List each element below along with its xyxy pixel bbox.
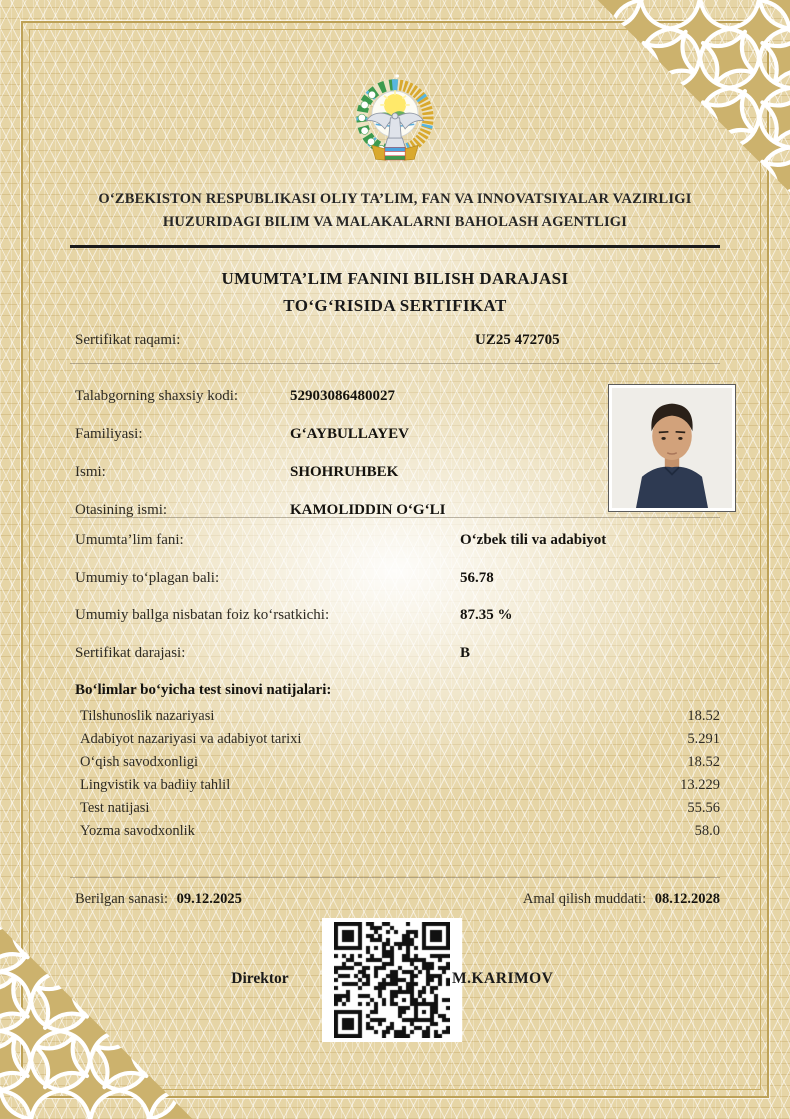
ministry-header <box>60 188 730 234</box>
result-value: 55.56 <box>687 800 720 816</box>
result-label: Adabiyot nazariyasi va adabiyot tarixi <box>80 731 302 747</box>
person-value: SHOHRUHBEK <box>290 464 399 480</box>
exam-label: Umumta’lim fani: <box>75 532 184 548</box>
exam-value: 56.78 <box>460 570 494 586</box>
exam-row <box>75 532 720 554</box>
director-label: Direktor <box>231 970 289 987</box>
exam-label: Umumiy to‘plagan bali: <box>75 570 220 586</box>
applicant-portrait-icon <box>612 388 732 508</box>
person-label: Familiyasi: <box>75 426 143 442</box>
result-value: 5.291 <box>687 731 720 747</box>
certificate-number-value: UZ25 472705 <box>475 332 560 348</box>
result-label: Tilshunoslik nazariyasi <box>80 708 215 724</box>
person-label: Ismi: <box>75 464 106 480</box>
certificate-title-line2: TO‘G‘RISIDA SERTIFIKAT <box>283 296 507 315</box>
qr-code <box>322 918 462 1042</box>
section-divider <box>70 363 720 364</box>
result-row <box>80 777 720 797</box>
result-value: 13.229 <box>680 777 720 793</box>
issued-date-label: Berilgan sanasi: <box>75 891 169 907</box>
certificate-number-label: Sertifikat raqami: <box>75 332 181 348</box>
exam-row <box>75 645 720 667</box>
result-row <box>80 800 720 820</box>
exam-row <box>75 570 720 592</box>
person-label: Talabgorning shaxsiy kodi: <box>75 388 239 404</box>
exam-label: Umumiy ballga nisbatan foiz ko‘rsatkichi: <box>75 607 330 623</box>
section-divider <box>70 517 720 518</box>
person-value: G‘AYBULLAYEV <box>290 426 409 442</box>
result-value: 58.0 <box>694 823 720 839</box>
director-name: M.KARIMOV <box>452 970 554 987</box>
exam-value: 87.35 % <box>460 607 513 623</box>
certificate-number-row <box>75 332 720 354</box>
expiry-date-label: Amal qilish muddati: <box>522 891 647 907</box>
section-divider <box>70 877 720 878</box>
header-divider <box>70 245 720 248</box>
applicant-photo <box>608 384 736 512</box>
result-label: Test natijasi <box>80 800 150 816</box>
exam-row <box>75 607 720 629</box>
ministry-header-line2: HUZURIDAGI BILIM VA MALAKALARNI BAHOLASH AGENTLIGI <box>162 214 628 230</box>
exam-value: O‘zbek tili va adabiyot <box>460 532 607 548</box>
result-label: Yozma savodxonlik <box>80 823 195 839</box>
ministry-header-line1: O‘ZBEKISTON RESPUBLIKASI OLIY TA’LIM, FAN VA INNOVATSIYALAR VAZIRLIGI <box>98 191 692 207</box>
person-label: Otasining ismi: <box>75 502 168 518</box>
validity-row <box>75 891 720 913</box>
result-label: O‘qish savodxonligi <box>80 754 199 770</box>
exam-label: Sertifikat darajasi: <box>75 645 186 661</box>
result-value: 18.52 <box>687 754 720 770</box>
person-value: KAMOLIDDIN O‘G‘LI <box>290 502 446 518</box>
result-row <box>80 708 720 728</box>
expiry-date-value: 08.12.2028 <box>654 891 720 907</box>
results-heading: Bo‘limlar bo‘yicha test sinovi natijalari: <box>75 682 332 698</box>
result-value: 18.52 <box>687 708 720 724</box>
result-row <box>80 823 720 843</box>
result-row <box>80 754 720 774</box>
result-label: Lingvistik va badiiy tahlil <box>80 777 231 793</box>
issued-date-value: 09.12.2025 <box>176 891 242 907</box>
certificate-title <box>60 265 730 319</box>
person-value: 52903086480027 <box>290 388 395 404</box>
qr-code-icon <box>334 922 450 1038</box>
exam-value: B <box>460 645 471 661</box>
result-row <box>80 731 720 751</box>
state-emblem-icon <box>349 62 441 170</box>
certificate-title-line1: UMUMTA’LIM FANINI BILISH DARAJASI <box>221 269 569 288</box>
